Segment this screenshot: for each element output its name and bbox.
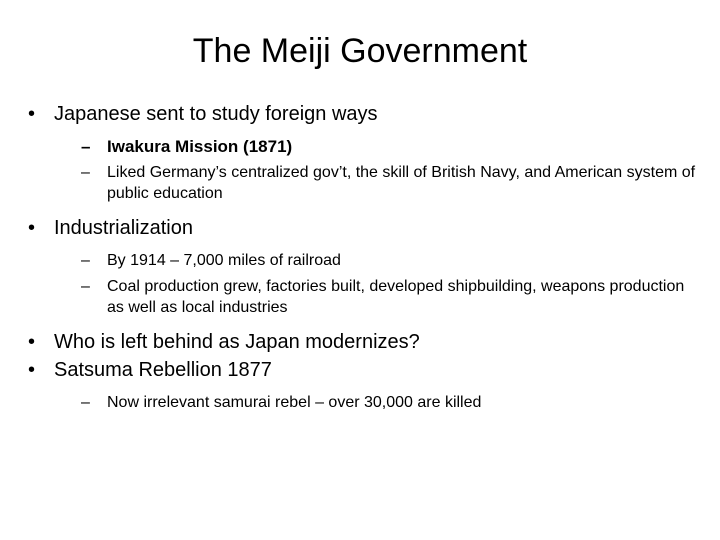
sub-bullet-item [54, 136, 700, 157]
sub-bullet-text: Liked Germany’s centralized gov’t, the skill of British Navy, and American system of public education [107, 164, 696, 202]
bullet-text: Satsuma Rebellion 1877 [54, 359, 272, 381]
sub-bullet-text: Iwakura Mission (1871) [107, 137, 293, 156]
dash-marker: – [81, 394, 90, 411]
bullet-list [28, 100, 700, 423]
bullet-text: Industrialization [54, 217, 193, 239]
bullet-marker: • [28, 331, 36, 353]
sub-bullet-item [54, 162, 700, 204]
slide-title: The Meiji Government [192, 32, 528, 70]
sub-bullet-item [54, 276, 700, 318]
bullet-item [28, 328, 700, 356]
dash-marker: – [81, 164, 90, 181]
sub-bullet-list [54, 392, 700, 413]
bullet-marker: • [28, 217, 36, 239]
dash-marker: – [81, 252, 90, 269]
sub-bullet-list [54, 250, 700, 318]
bullet-item [28, 356, 700, 413]
sub-bullet-text: By 1914 – 7,000 miles of railroad [107, 252, 341, 269]
sub-bullet-text: Coal production grew, factories built, developed shipbuilding, weapons production as well as local industries [107, 278, 685, 316]
sub-bullet-text: Now irrelevant samurai rebel – over 30,000 are killed [107, 394, 482, 411]
sub-bullet-list [54, 136, 700, 204]
dash-marker: – [81, 278, 90, 295]
bullet-marker: • [28, 359, 36, 381]
bullet-item [28, 214, 700, 318]
bullet-item [28, 100, 700, 204]
sub-bullet-item [54, 250, 700, 271]
bullet-marker: • [28, 103, 36, 125]
bullet-text: Japanese sent to study foreign ways [54, 103, 378, 125]
sub-bullet-item [54, 392, 700, 413]
dash-marker: – [81, 137, 91, 156]
bullet-text: Who is left behind as Japan modernizes? [54, 331, 420, 353]
